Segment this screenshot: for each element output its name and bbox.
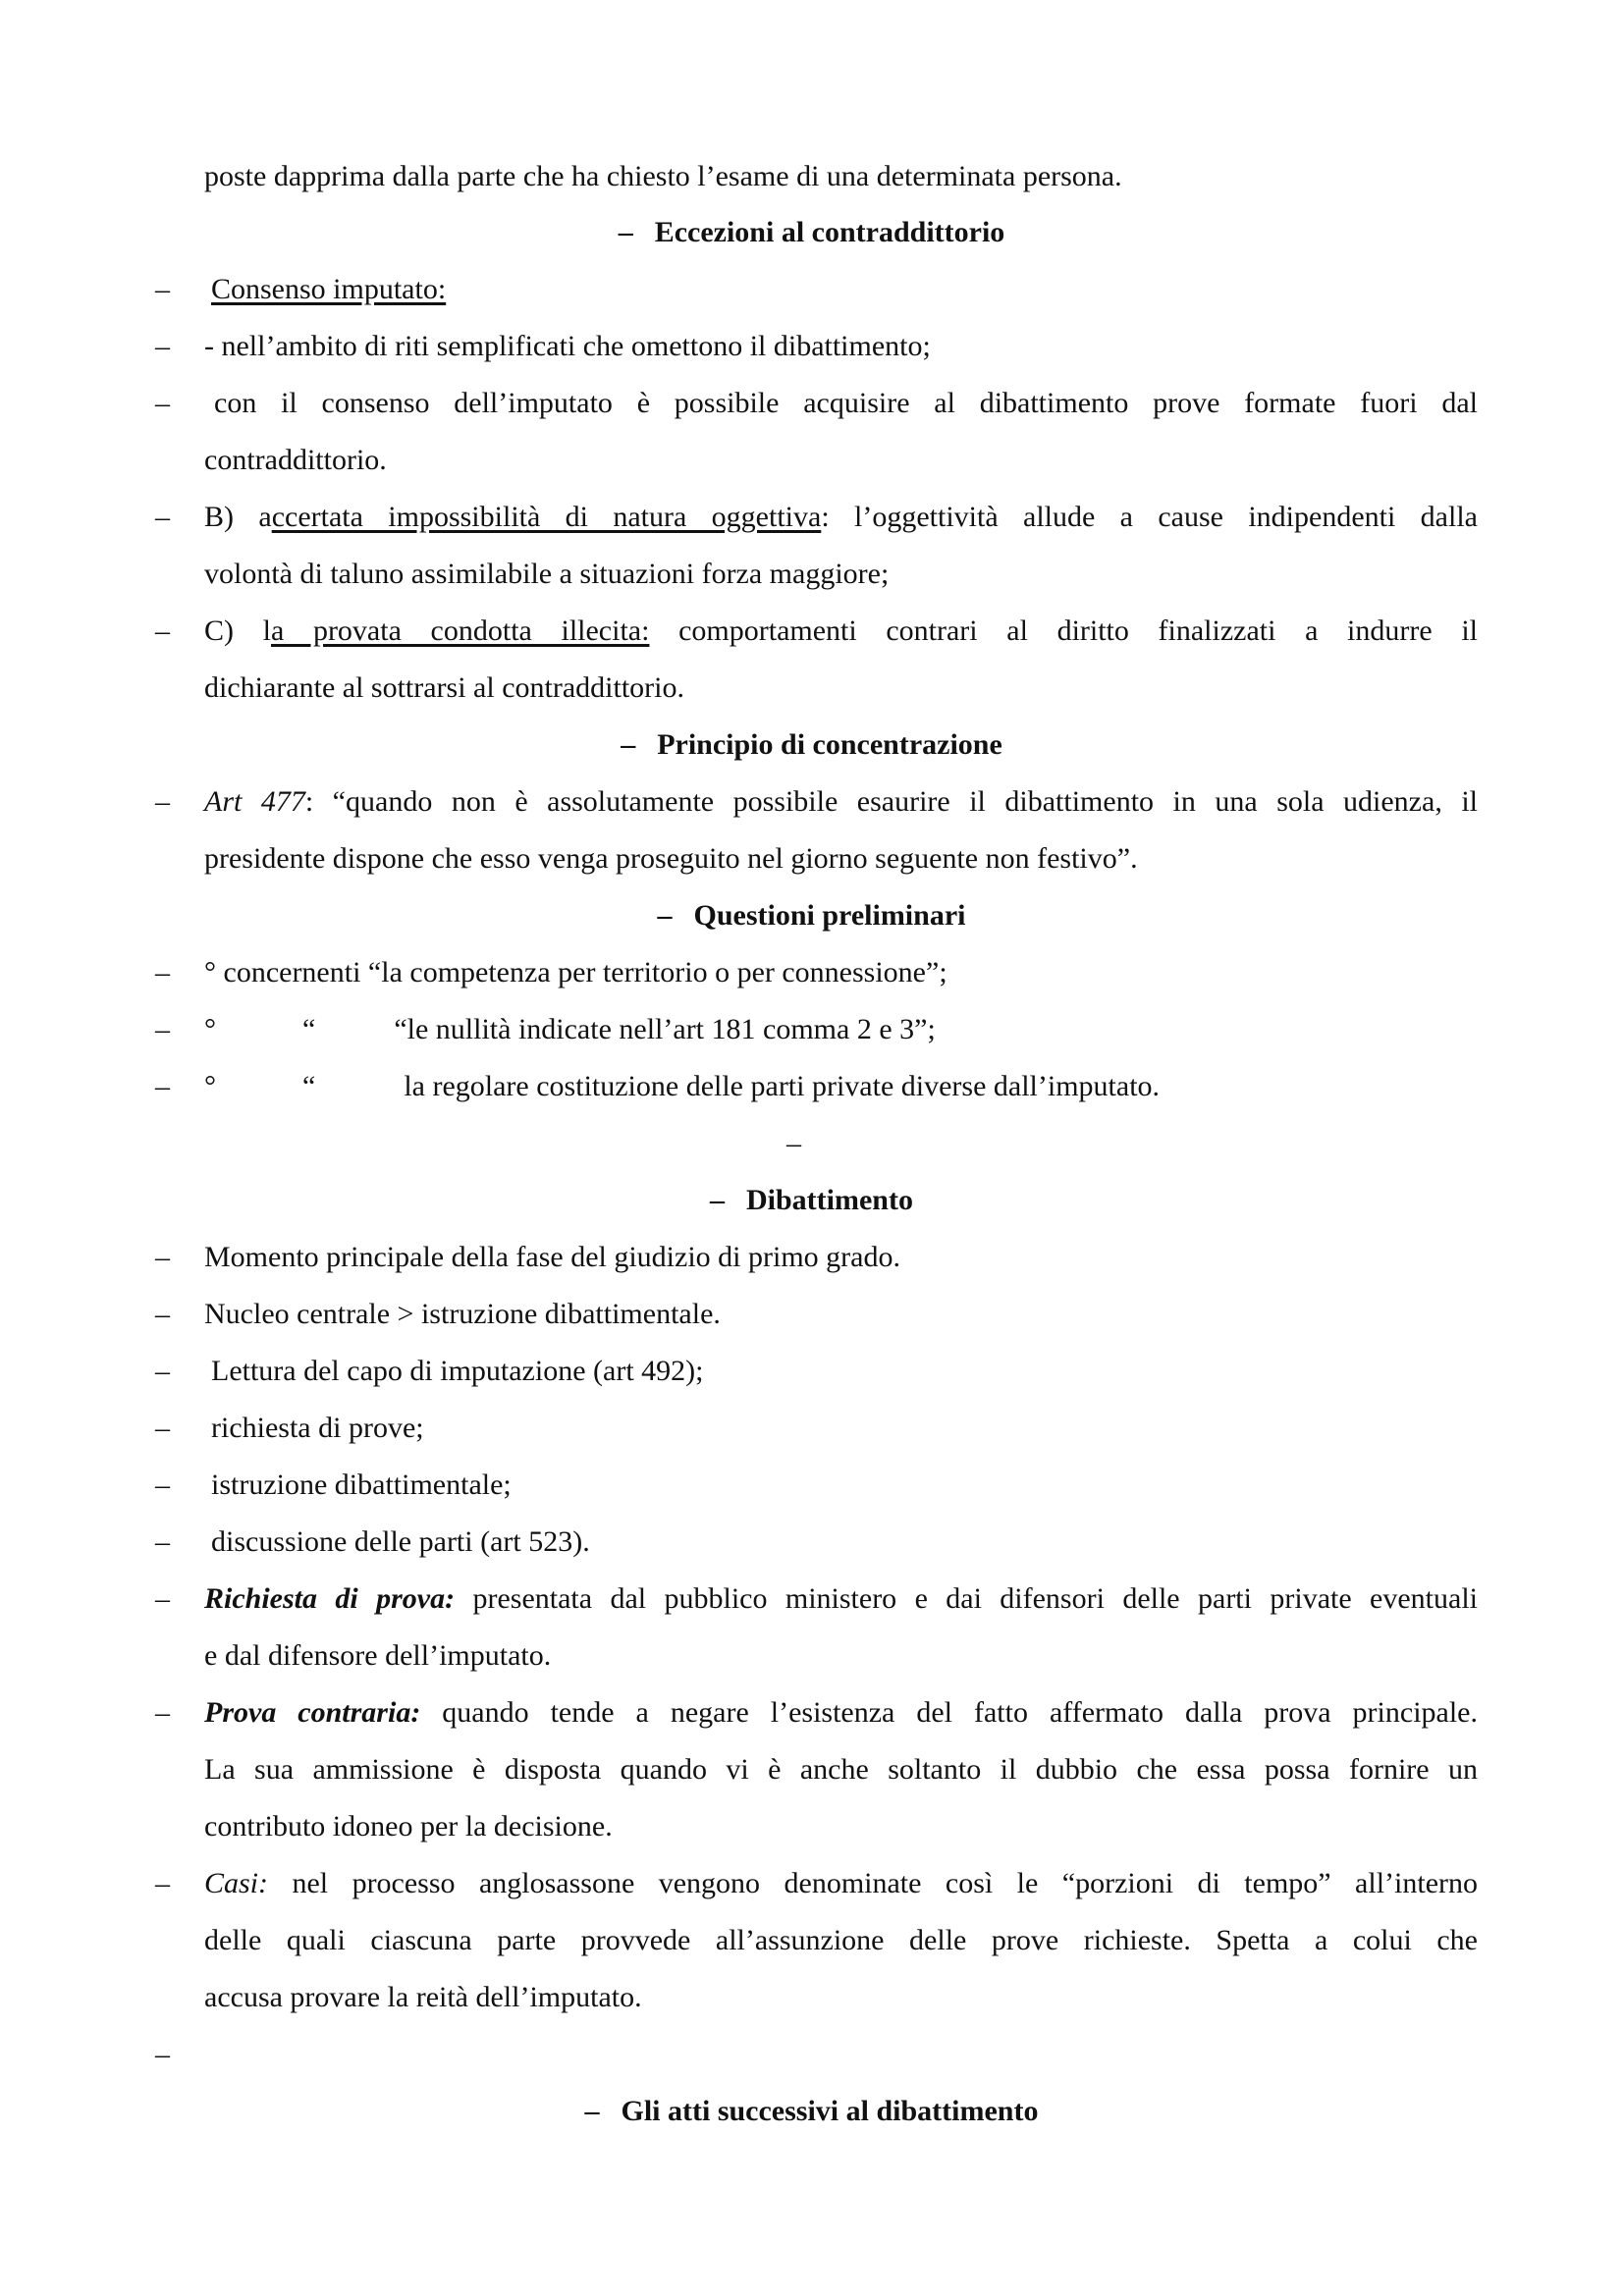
heading-atti-successivi: Gli atti successivi al dibattimento (621, 2095, 1039, 2127)
bullet-dash: – (155, 1696, 170, 1729)
bullet-dash: – (155, 614, 170, 647)
section-heading: – Principio di concentrazione (621, 728, 1002, 761)
bullet-dash: – (155, 1412, 170, 1444)
text-line: poste dapprima dalla parte che ha chiesto l’esame di una determinata persona. (204, 160, 1122, 192)
bullet-dash: – (155, 387, 170, 419)
bullet-dash: – (155, 1013, 170, 1045)
text-line: La sua ammissione è disposta quando vi è anche soltanto il dubbio che essa possa fornire un (204, 1753, 1478, 1786)
list-item: – richiesta di prove; (0, 1400, 1623, 1457)
bullet-dash: – (155, 1582, 170, 1615)
text-line: dichiarante al sottrarsi al contraddittorio. (204, 671, 684, 704)
bullet-dash: – (155, 1070, 170, 1102)
list-item: – ° “ la regolare costituzione delle parti private diverse dall’imputato. (0, 1058, 1623, 1115)
list-item: – con il consenso dell’imputato è possibile acquisire al dibattimento prove formate fuori dal (0, 375, 1623, 432)
section-heading: – Eccezioni al contraddittorio (618, 216, 1005, 248)
heading-dibattimento: Dibattimento (746, 1184, 913, 1216)
bullet-dash: – (155, 2038, 170, 2070)
list-item: – ° “ “le nullità indicate nell’art 181 comma 2 e 3”; (0, 1001, 1623, 1058)
text-line: accusa provare la reità dell’imputato. (204, 1981, 642, 2013)
bullet-dash: – (155, 1525, 170, 1558)
bullet-dash: – (155, 1468, 170, 1501)
section-heading: – Gli atti successivi al dibattimento (584, 2095, 1039, 2127)
bullet-dash: – (155, 1355, 170, 1387)
bullet-dash: – (155, 956, 170, 988)
lone-dash: – (786, 1127, 801, 1159)
list-item: – Prova contraria: quando tende a negare l’esistenza del fatto affermato dalla prova principale. (0, 1684, 1623, 1741)
list-item: – Casi: nel processo anglosassone vengono denominate così le “porzioni di tempo” all’interno (0, 1855, 1623, 1912)
list-item: – C) la provata condotta illecita: comportamenti contrari al diritto finalizzati a indurre il (0, 603, 1623, 660)
bullet-dash: – (155, 785, 170, 818)
list-item: – istruzione dibattimentale; (0, 1457, 1623, 1514)
list-item: – Lettura del capo di imputazione (art 492); (0, 1343, 1623, 1400)
text-line: e dal difensore dell’imputato. (204, 1639, 552, 1672)
list-item (0, 261, 1623, 318)
list-item: – Momento principale della fase del giudizio di primo grado. (0, 1229, 1623, 1286)
bullet-dash: – (155, 273, 170, 305)
list-item: – discussione delle parti (art 523). (0, 1514, 1623, 1571)
section-heading: – Questioni preliminari (657, 899, 966, 932)
bullet-dash: – (155, 1298, 170, 1330)
list-item: – Art 477: “quando non è assolutamente possibile esaurire il dibattimento in una sola udienza, il (0, 774, 1623, 830)
text-line: presidente dispone che esso venga proseguito nel giorno seguente non festivo”. (204, 842, 1138, 875)
bullet-dash: – (155, 501, 170, 533)
list-item: – ° concernenti “la competenza per territorio o per connessione”; (0, 944, 1623, 1001)
list-item: – Nucleo centrale > istruzione dibattimentale. (0, 1286, 1623, 1343)
bullet-dash: – (155, 1241, 170, 1273)
bullet-dash: – (155, 1867, 170, 1899)
list-item: – Richiesta di prova: presentata dal pubblico ministero e dai difensori delle parti private eventuali (0, 1571, 1623, 1628)
text-line: volontà di taluno assimilabile a situazioni forza maggiore; (204, 558, 890, 590)
text-line: contraddittorio. (204, 444, 387, 476)
list-item: – B) accertata impossibilità di natura oggettiva: l’oggettività allude a cause indipendenti dalla (0, 489, 1623, 546)
text-line: delle quali ciascuna parte provvede all’assunzione delle prove richieste. Spetta a colui che (204, 1924, 1478, 1956)
heading-eccezioni: Eccezioni al contraddittorio (654, 216, 1005, 248)
list-item: – - nell’ambito di riti semplificati che omettono il dibattimento; (0, 318, 1623, 375)
consenso-label: Consenso imputato: (211, 273, 447, 305)
section-heading: – Dibattimento (710, 1184, 913, 1216)
heading-questioni: Questioni preliminari (693, 899, 966, 932)
text-line: contributo idoneo per la decisione. (204, 1810, 613, 1842)
list-item (0, 2026, 1623, 2083)
heading-concentrazione: Principio di concentrazione (657, 728, 1002, 761)
text-line (0, 1115, 1623, 1172)
bullet-dash: – (155, 330, 170, 362)
